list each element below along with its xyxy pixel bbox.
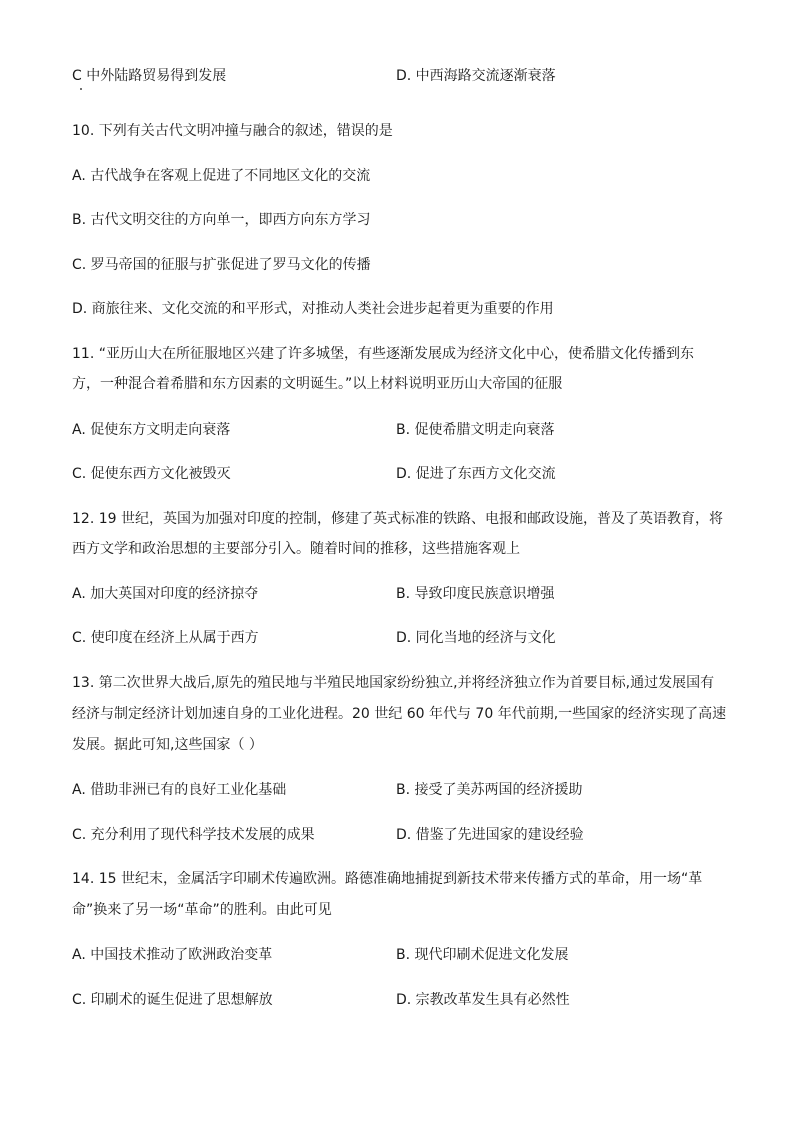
- question-stem: 14. 15 世纪末，金属活字印刷术传遍欧洲。路德准确地捕捉到新技术带来传播方式的革命，用一场“革: [72, 871, 703, 887]
- option-b: B. 接受了美苏两国的经济援助: [396, 782, 583, 798]
- option-b: B. 促使希腊文明走向衰落: [396, 422, 555, 438]
- option-d: D. 借鉴了先进国家的建设经验: [396, 827, 584, 843]
- option-c: C. 促使东西方文化被毁灭: [72, 466, 231, 482]
- question-stem: 发展。据此可知,这些国家（ ）: [72, 737, 263, 753]
- option-a: A. 加大英国对印度的经济掠夺: [72, 586, 259, 602]
- option-c: C. 罗马帝国的征服与扩张促进了罗马文化的传播: [72, 257, 371, 273]
- option-a: A. 促使东方文明走向衰落: [72, 422, 231, 438]
- option-a: A. 古代战争在客观上促进了不同地区文化的交流: [72, 168, 371, 184]
- question-stem: 西方文学和政治思想的主要部分引入。随着时间的推移，这些措施客观上: [72, 541, 520, 557]
- question-stem: 方，一种混合着希腊和东方因素的文明诞生。”以上材料说明亚历山大帝国的征服: [72, 376, 563, 392]
- question-stem: 经济与制定经济计划加速自身的工业化进程。20 世纪 60 年代与 70 年代前期,一些国家的经济实现了高速: [72, 706, 727, 722]
- option-c: C. 充分利用了现代科学技术发展的成果: [72, 827, 315, 843]
- option-b: B. 古代文明交往的方向单一，即西方向东方学习: [72, 212, 371, 228]
- option-9c: C 中外陆路贸易得到发展: [72, 68, 227, 84]
- option-d: D. 同化当地的经济与文化: [396, 630, 556, 646]
- question-stem: 11. “亚历山大在所征服地区兴建了许多城堡，有些逐渐发展成为经济文化中心，使希腊文化传播到东: [72, 346, 694, 362]
- question-stem: 10. 下列有关古代文明冲撞与融合的叙述，错误的是: [72, 123, 393, 139]
- option-9d: D. 中西海路交流逐渐衰落: [396, 68, 556, 84]
- option-b: B. 导致印度民族意识增强: [396, 586, 555, 602]
- question-stem: 12. 19 世纪，英国为加强对印度的控制，修建了英式标准的铁路、电报和邮政设施，普及了英语教育，将: [72, 511, 723, 527]
- stray-mark: [80, 88, 82, 90]
- question-stem: 13. 第二次世界大战后,原先的殖民地与半殖民地国家纷纷独立,并将经济独立作为首要目标,通过发展国有: [72, 675, 715, 691]
- option-d: D. 促进了东西方文化交流: [396, 466, 556, 482]
- option-d: D. 商旅往来、文化交流的和平形式，对推动人类社会进步起着更为重要的作用: [72, 301, 554, 317]
- option-d: D. 宗教改革发生具有必然性: [396, 992, 570, 1008]
- option-a: A. 中国技术推动了欧洲政治变革: [72, 947, 273, 963]
- option-b: B. 现代印刷术促进文化发展: [396, 947, 569, 963]
- question-stem: 命”换来了另一场“革命”的胜利。由此可见: [72, 902, 332, 918]
- option-c: C. 使印度在经济上从属于西方: [72, 630, 259, 646]
- option-a: A. 借助非洲已有的良好工业化基础: [72, 782, 287, 798]
- option-c: C. 印刷术的诞生促进了思想解放: [72, 992, 273, 1008]
